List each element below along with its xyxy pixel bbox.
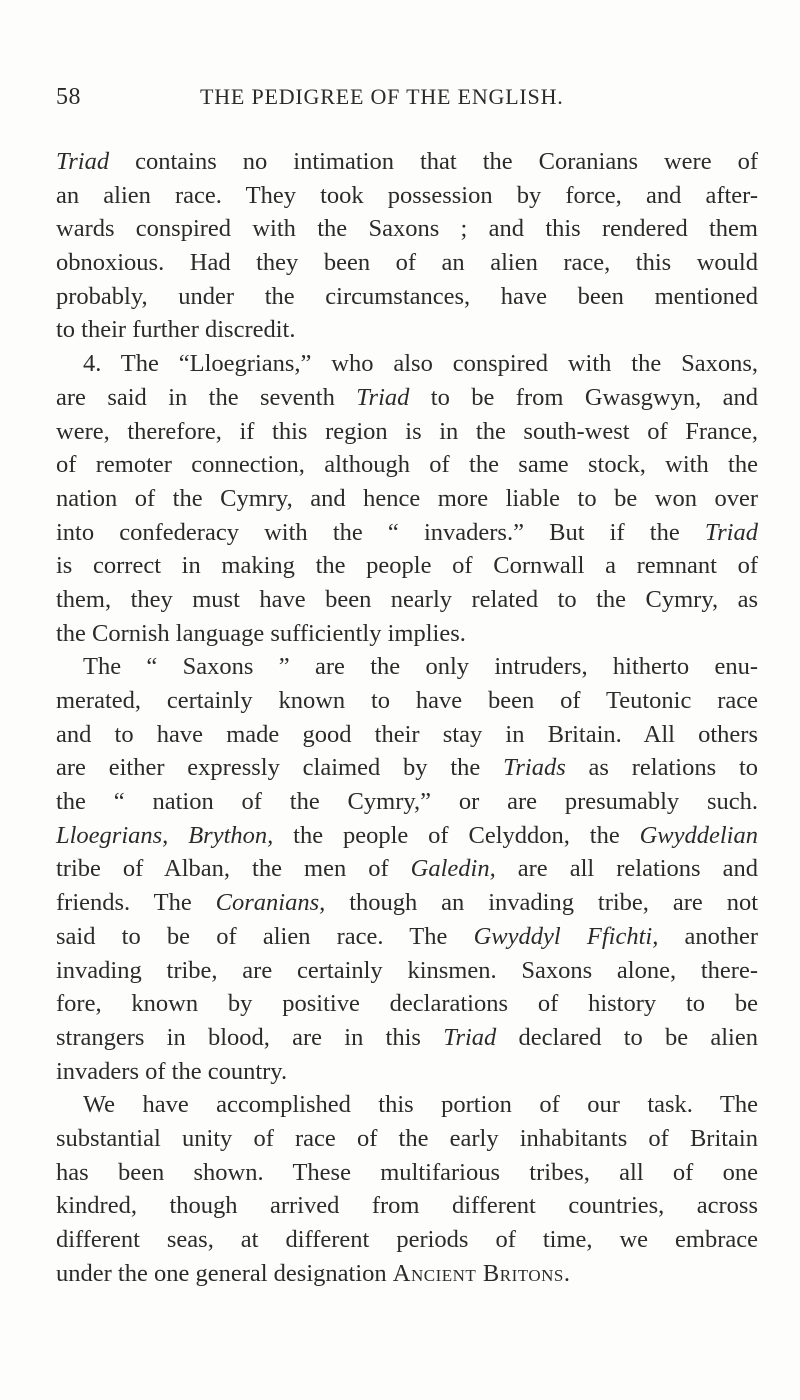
line-text: . — [563, 1259, 570, 1287]
small-caps-term: Ancient Britons — [392, 1259, 564, 1287]
text-line — [56, 1021, 758, 1055]
text-line — [56, 145, 758, 179]
line-text: another — [658, 922, 758, 950]
text-line: We have accomplished this portion of our task. The — [83, 1091, 758, 1119]
line-text: though an invading tribe, are not — [325, 889, 758, 917]
italic-word: Triad — [356, 383, 410, 411]
text-line: probably, under the circumstances, have been mentioned — [56, 282, 758, 310]
text-line: the “ nation of the Cymry,” or are presumably such. — [56, 788, 758, 816]
text-line — [56, 516, 758, 550]
page-number: 58 — [56, 84, 81, 110]
text-line: has been shown. These multifarious tribes, all of one — [56, 1158, 758, 1186]
text-line — [56, 751, 758, 785]
text-line: them, they must have been nearly related to the Cymry, as — [56, 585, 758, 613]
line-text: friends. The — [56, 889, 216, 917]
line-text: tribe of Alban, the men of — [56, 855, 411, 883]
line-text: contains no intimation that the Coranians were of — [109, 148, 758, 175]
italic-word: Coranians, — [215, 889, 326, 917]
text-line: obnoxious. Had they been of an alien race, this would — [56, 249, 758, 277]
text-line — [56, 886, 758, 920]
text-line — [56, 920, 758, 954]
italic-word: Gwyddelian — [639, 821, 758, 849]
line-text: are said in the seventh — [56, 383, 357, 411]
line-text: as relations to — [565, 754, 759, 782]
line-text: into confederacy with the “ invaders.” But if the — [56, 518, 705, 546]
text-line — [56, 381, 758, 415]
text-line: the Cornish language sufficiently implies. — [56, 619, 466, 647]
line-text: said to be of alien race. The — [56, 922, 474, 950]
text-line: of remoter connection, although of the same stock, with the — [56, 451, 758, 479]
italic-word: Gwyddyl Ffichti, — [473, 922, 659, 950]
text-line: and to have made good their stay in Britain. All others — [56, 720, 758, 748]
text-line: merated, certainly known to have been of Teutonic race — [56, 687, 758, 714]
text-line: 4. The “Lloegrians,” who also conspired with the Saxons, — [83, 350, 758, 378]
text-line — [56, 819, 758, 853]
text-line: different seas, at different periods of time, we embrace — [56, 1226, 758, 1253]
text-line: nation of the Cymry, and hence more liable to be won over — [56, 484, 758, 512]
running-title: THE PEDIGREE OF THE ENGLISH. — [200, 84, 564, 109]
text-line: invaders of the country. — [56, 1057, 288, 1085]
line-text: under the one general designation — [56, 1259, 393, 1287]
running-head — [0, 84, 800, 120]
text-line: fore, known by positive declarations of history to be — [56, 990, 758, 1018]
line-text: strangers in blood, are in this — [56, 1023, 444, 1051]
line-text: are either expressly claimed by the — [56, 754, 504, 782]
text-line: substantial unity of race of the early inhabitants of Britain — [56, 1124, 758, 1152]
text-line: to their further discredit. — [56, 316, 296, 344]
text-line: is correct in making the people of Cornwall a remnant of — [56, 552, 758, 580]
text-line: wards conspired with the Saxons ; and this rendered them — [56, 215, 758, 243]
text-line: invading tribe, are certainly kinsmen. Saxons alone, there- — [56, 956, 758, 984]
line-text: declared to be alien — [496, 1023, 758, 1051]
text-line — [56, 1257, 758, 1291]
italic-word: Triads — [503, 754, 566, 782]
italic-word: Lloegrians, Brython, — [56, 821, 274, 849]
line-text: to be from Gwasgwyn, and — [409, 383, 758, 411]
italic-word: Triad — [443, 1023, 497, 1051]
italic-word: Galedin, — [410, 855, 496, 883]
text-line: The “ Saxons ” are the only intruders, hitherto enu- — [83, 653, 758, 681]
line-text: the people of Celyddon, the — [273, 821, 640, 849]
italic-word: Triad — [704, 518, 758, 546]
text-line: were, therefore, if this region is in the south-west of France, — [56, 417, 758, 445]
text-line: kindred, though arrived from different countries, across — [56, 1192, 758, 1220]
text-line — [56, 852, 758, 886]
body-text — [56, 145, 758, 1290]
italic-word: Triad — [56, 148, 110, 175]
line-text: are all relations and — [495, 855, 758, 883]
text-line: an alien race. They took possession by force, and after- — [56, 181, 758, 209]
